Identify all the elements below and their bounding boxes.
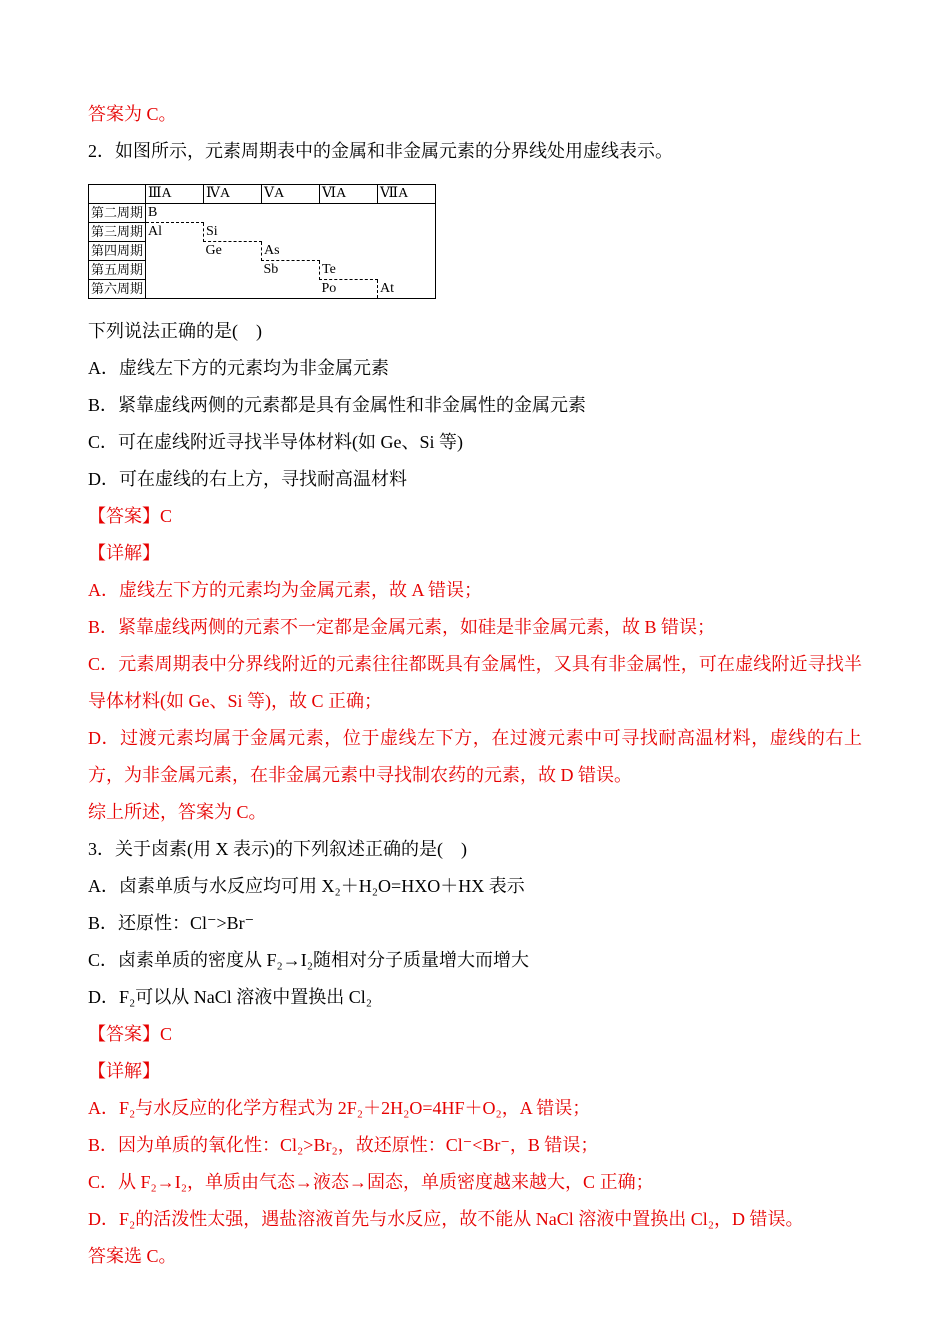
table-row-period5 [89, 261, 436, 280]
group-header-3a: ⅢA [146, 185, 204, 204]
group-header-6a: ⅥA [320, 185, 378, 204]
element-cell [204, 204, 262, 223]
element-cell [378, 261, 436, 280]
element-cell [262, 280, 320, 299]
group-header-7a: ⅦA [378, 185, 436, 204]
period-label: 第三周期 [89, 223, 146, 242]
corner-cell [89, 185, 146, 204]
q3-analysis-d: D．F₂的活泼性太强，遇盐溶液首先与水反应，故不能从 NaCl 溶液中置换出 Cl₂，D 错误。 [88, 1209, 804, 1229]
period-label: 第二周期 [89, 204, 146, 223]
q2-detail-label: 【详解】 [88, 543, 160, 563]
element-cell [378, 242, 436, 261]
element-cell [146, 242, 204, 261]
q2-analysis-a: A．虚线左下方的元素均为金属元素，故 A 错误； [88, 580, 483, 600]
element-cell [320, 223, 378, 242]
table-row-period3 [89, 223, 436, 242]
q3-analysis-a: A．F₂与水反应的化学方程式为 2F₂＋2H₂O=4HF＋O₂，A 错误； [88, 1098, 591, 1118]
element-cell [262, 223, 320, 242]
q2-analysis-b: B．紧靠虚线两侧的元素不一定都是金属元素，如硅是非金属元素，故 B 错误； [88, 617, 716, 637]
table-row-period4 [89, 242, 436, 261]
element-cell [204, 280, 262, 299]
q2-option-b: B．紧靠虚线两侧的元素都是具有金属性和非金属性的金属元素 [88, 395, 587, 415]
q3-detail-label: 【详解】 [88, 1061, 160, 1081]
group-header-5a: ⅤA [262, 185, 320, 204]
q2-analysis-d: D．过渡元素均属于金属元素，位于虚线左下方，在过渡元素中可寻找耐高温材料，虚线的右上方，为非金属元素，在非金属元素中寻找制农药的元素，故 D 错误。 [88, 728, 862, 785]
element-cell [320, 204, 378, 223]
q2-option-c: C．可在虚线附近寻找半导体材料(如 Ge、Si 等) [88, 432, 463, 452]
element-cell [146, 280, 204, 299]
periodic-table-excerpt [88, 184, 436, 299]
q2-stem: 2．如图所示，元素周期表中的金属和非金属元素的分界线处用虚线表示。 [88, 141, 673, 161]
table-row-period2 [89, 204, 436, 223]
answer-value: C [160, 506, 173, 526]
element-cell-At: At [378, 280, 436, 299]
period-label: 第五周期 [89, 261, 146, 280]
answer-value: C [160, 1024, 173, 1044]
q3-option-c: C．卤素单质的密度从 F₂→I₂随相对分子质量增大而增大 [88, 950, 530, 970]
element-cell-Al: Al [148, 224, 163, 240]
element-cell-Si: Si [204, 223, 262, 242]
q2-question: 下列说法正确的是( ) [88, 321, 262, 341]
q2-option-a: A．虚线左下方的元素均为非金属元素 [88, 358, 389, 378]
q3-option-b: B．还原性：Cl⁻>Br⁻ [88, 913, 255, 933]
q3-option-a: A．卤素单质与水反应均可用 X₂＋H₂O=HXO＋HX 表示 [88, 876, 525, 896]
q2-option-d: D．可在虚线的右上方，寻找耐高温材料 [88, 469, 407, 489]
answer-label: 【答案】 [88, 1024, 160, 1044]
element-cell-Sb: Sb [263, 262, 279, 278]
element-cell [204, 261, 262, 280]
element-cell-Po: Po [321, 281, 337, 296]
group-header-4a: ⅣA [204, 185, 262, 204]
element-cell-B: B [146, 204, 204, 223]
q3-conclusion: 答案选 C。 [88, 1246, 177, 1266]
q3-analysis-b: B．因为单质的氧化性：Cl₂>Br₂，故还原性：Cl⁻<Br⁻，B 错误； [88, 1135, 599, 1155]
element-cell-Ge: Ge [205, 243, 222, 259]
q3-stem: 3．关于卤素(用 X 表示)的下列叙述正确的是( ) [88, 839, 467, 859]
q2-answer-line [88, 498, 862, 535]
element-cell [378, 204, 436, 223]
q3-analysis-c: C．从 F₂→I₂，单质由气态→液态→固态，单质密度越来越大，C 正确； [88, 1172, 654, 1192]
q1-conclusion-text: 答案为 C。 [88, 104, 177, 124]
q3-option-d: D．F₂可以从 NaCl 溶液中置换出 Cl₂ [88, 987, 373, 1007]
element-cell [378, 223, 436, 242]
period-label: 第四周期 [89, 242, 146, 261]
answer-label: 【答案】 [88, 506, 160, 526]
element-cell [262, 204, 320, 223]
element-cell-Te: Te [320, 261, 378, 280]
group-header-row [89, 185, 436, 204]
table-row-period6 [89, 280, 436, 299]
element-cell [320, 242, 378, 261]
q2-analysis-c: C．元素周期表中分界线附近的元素往往都既具有金属性，又具有非金属性，可在虚线附近寻找半导体材料(如 Ge、Si 等)，故 C 正确； [88, 654, 862, 711]
q3-answer-line [88, 1016, 862, 1053]
period-label: 第六周期 [89, 280, 146, 299]
element-cell [146, 261, 204, 280]
q2-conclusion: 综上所述，答案为 C。 [88, 802, 267, 822]
element-cell-As: As [262, 242, 320, 261]
